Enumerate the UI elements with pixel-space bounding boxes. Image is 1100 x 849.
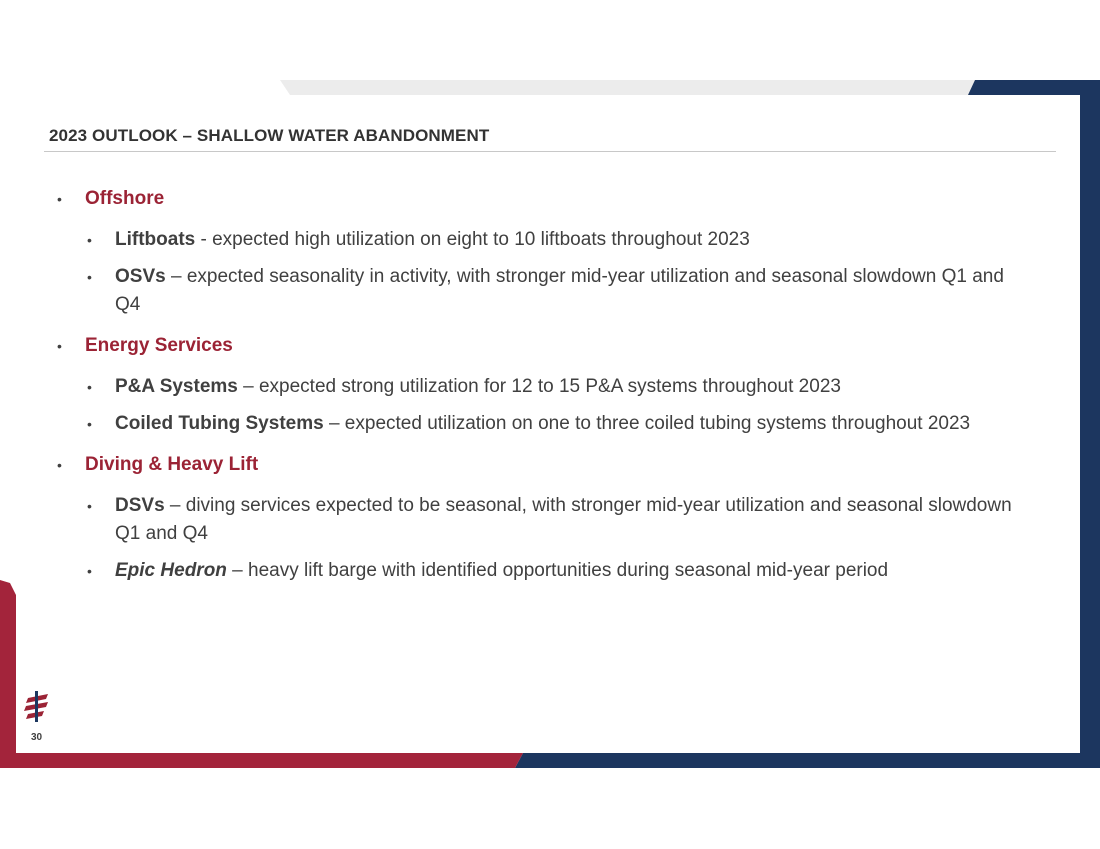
item-text: – diving services expected to be seasonal, with stronger mid-year utilization and seasonal slowdown Q1 and Q4: [115, 495, 1012, 544]
bullet-icon: •: [87, 379, 92, 395]
item-term: P&A Systems: [115, 376, 238, 397]
bullet-icon: •: [87, 269, 92, 285]
item-text: – expected utilization on one to three coiled tubing systems throughout 2023: [323, 413, 971, 434]
outlook-content: [57, 186, 1017, 594]
item-text: – heavy lift barge with identified opportunities during seasonal mid-year period: [226, 560, 889, 581]
item-term: OSVs: [115, 266, 166, 287]
section-offshore: [57, 186, 1017, 212]
item-term: Liftboats: [115, 229, 196, 250]
item-term: Coiled Tubing Systems: [115, 413, 324, 434]
list-item: [57, 373, 1017, 401]
bullet-icon: •: [87, 232, 92, 248]
bullet-icon: •: [57, 338, 62, 354]
list-item: [57, 492, 1017, 548]
item-text: – expected strong utilization for 12 to 15 P&A systems throughout 2023: [237, 376, 841, 397]
item-text: - expected high utilization on eight to 10 liftboats throughout 2023: [195, 229, 750, 250]
red-frame: [0, 580, 523, 768]
list-item: [57, 557, 1017, 585]
item-term: DSVs: [115, 495, 165, 516]
section-diving-heavy-lift: [57, 452, 1017, 478]
section-label: Energy Services: [85, 335, 233, 356]
title-divider: [44, 151, 1056, 152]
item-term: Epic Hedron: [115, 560, 227, 581]
company-logo-icon: [22, 690, 52, 724]
section-energy-services: [57, 333, 1017, 359]
section-label: Diving & Heavy Lift: [85, 454, 259, 475]
page-number: 30: [31, 732, 43, 743]
bullet-icon: •: [57, 457, 62, 473]
bullet-icon: •: [57, 191, 62, 207]
top-grey-band: [280, 80, 985, 95]
list-item: [57, 263, 1017, 319]
page-title: 2023 OUTLOOK – SHALLOW WATER ABANDONMENT: [49, 126, 490, 145]
list-item: [57, 410, 1017, 438]
bullet-icon: •: [87, 498, 92, 514]
item-text: – expected seasonality in activity, with stronger mid-year utilization and seasonal slowdown Q1 and Q4: [115, 266, 1004, 315]
bullet-icon: •: [87, 416, 92, 432]
list-item: [57, 226, 1017, 254]
section-label: Offshore: [85, 188, 165, 209]
bullet-icon: •: [87, 563, 92, 579]
